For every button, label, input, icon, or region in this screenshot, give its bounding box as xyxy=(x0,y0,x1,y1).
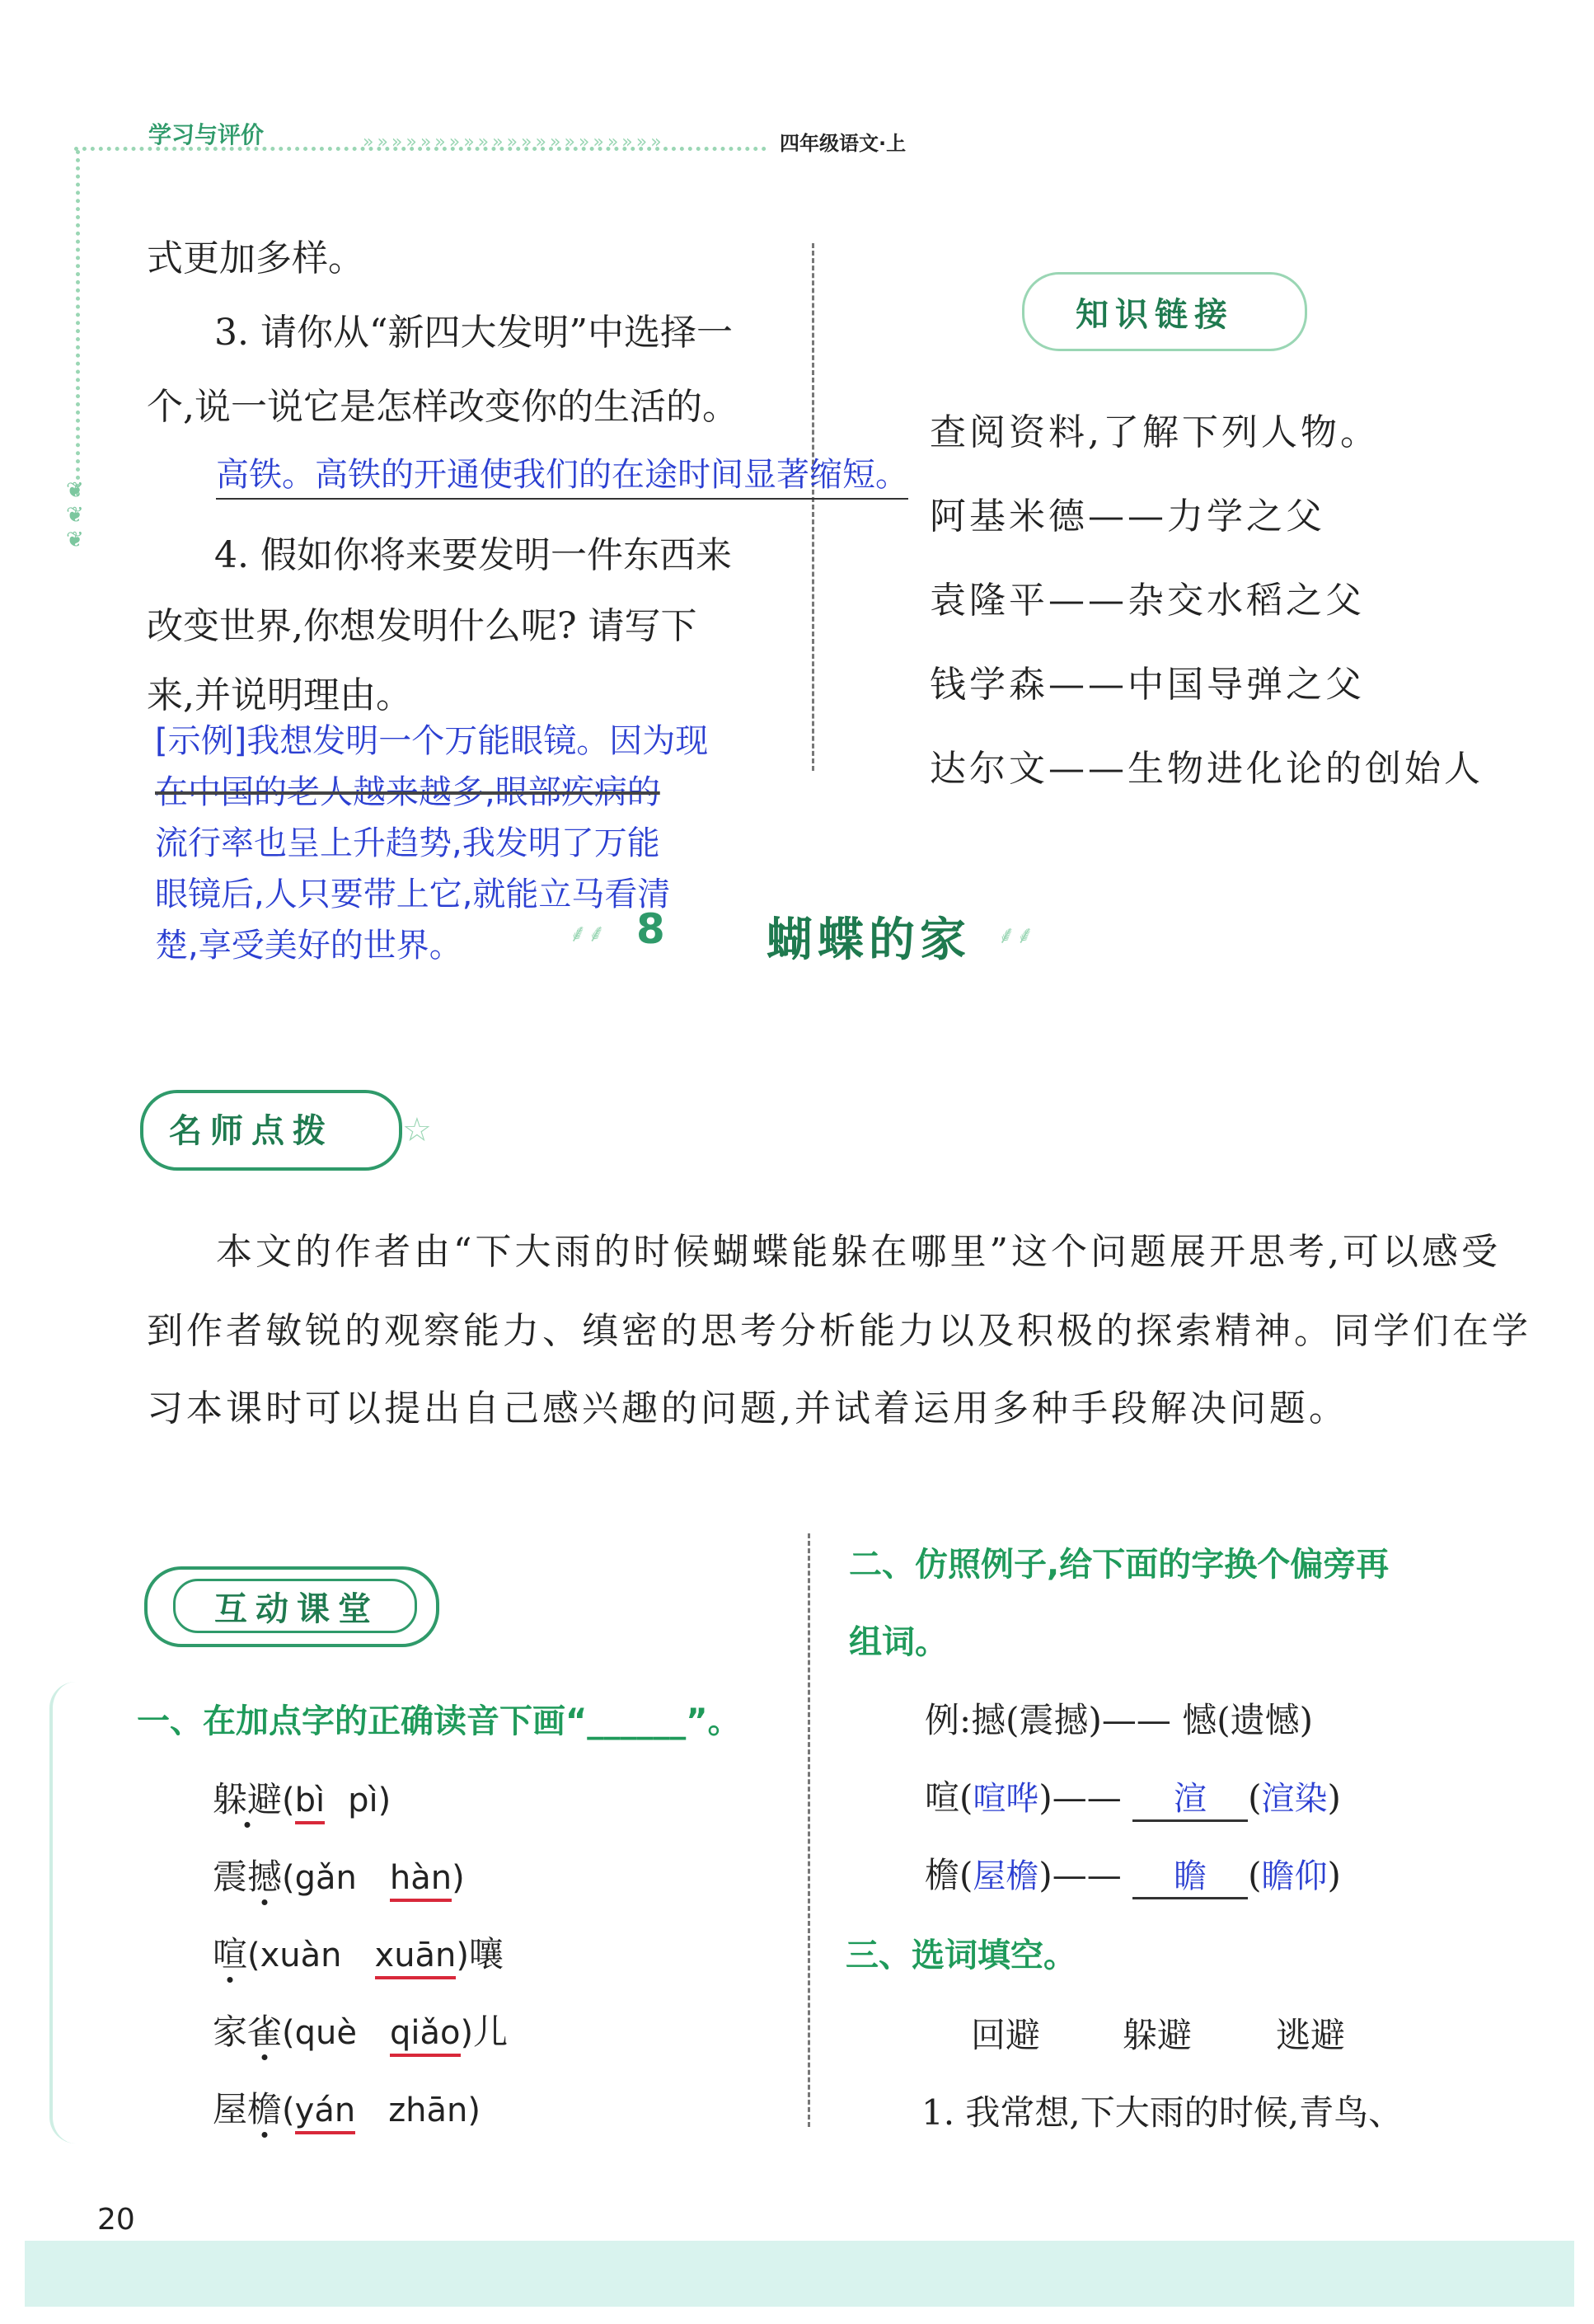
answer-word: 屋檐 xyxy=(973,1857,1039,1895)
vine-decoration xyxy=(49,1682,102,2143)
paren: ( xyxy=(247,1937,260,1974)
header-series-title: 学习与评价 xyxy=(148,121,265,148)
word-option: 逃避 xyxy=(1276,2015,1346,2055)
question-4-line: 来,并说明理由。 xyxy=(147,674,412,716)
pinyin-option-marked: hàn xyxy=(390,1859,452,1902)
header-dotted-line xyxy=(74,147,767,151)
answer-line: [示例]我想发明一个万能眼镜。因为现 xyxy=(155,722,709,760)
knowledge-intro: 查阅资料,了解下列人物。 xyxy=(930,411,1380,453)
question-3-answer: 高铁。高铁的开通使我们的在途时间显著缩短。 xyxy=(216,452,908,500)
text-line: 式更加多样。 xyxy=(147,237,364,279)
paren: ( xyxy=(282,1859,295,1897)
paren: ) xyxy=(467,2092,481,2129)
question-4-answer xyxy=(155,716,708,971)
knowledge-link-title: 知识链接 xyxy=(1076,296,1234,334)
header-book-title: 四年级语文·上 xyxy=(780,132,907,155)
paren: ( xyxy=(282,2014,295,2052)
pinyin-option: gǎn xyxy=(294,1859,357,1897)
question-2-title: 二、仿照例子,给下面的字换个偏旁再 xyxy=(849,1546,1390,1584)
question-3-title: 三、选词填空。 xyxy=(846,1937,1076,1974)
answer-line: 眼镜后,人只要带上它,就能立马看清 xyxy=(155,876,671,913)
knowledge-item: 钱学森——中国导弹之父 xyxy=(930,664,1365,706)
pinyin-row xyxy=(213,1927,504,1977)
question-2-example: 例:撼(震撼)—— 憾(遗憾) xyxy=(925,1700,1314,1740)
question-2-title: 组词。 xyxy=(849,1623,948,1661)
source-char: 檐( xyxy=(925,1855,973,1895)
pinyin-row xyxy=(213,1850,465,1899)
pinyin-option-marked: xuān xyxy=(375,1937,457,1979)
question-2-row: 喧(喧哗)—— 渲 (渲染) xyxy=(925,1771,1341,1822)
answer-char: 瞻 xyxy=(1132,1850,1248,1899)
paren: ) xyxy=(452,1859,465,1897)
teacher-tip-line: 习本课时可以提出自己感兴趣的问题,并试着运用多种手段解决问题。 xyxy=(147,1387,1348,1430)
pinyin-option-marked: bì xyxy=(295,1782,326,1824)
word: 喧 xyxy=(213,1934,248,1974)
dash: )—— xyxy=(1038,1855,1122,1895)
pinyin-row xyxy=(213,2082,481,2132)
paren: ) xyxy=(456,1937,470,1974)
page-number: 20 xyxy=(97,2203,135,2237)
paren: ) xyxy=(377,1782,391,1819)
word-tail: 嚷 xyxy=(469,1934,504,1974)
header-arrows: »»»»»»»»»»»»»»»»»»»»» xyxy=(363,132,665,153)
pinyin-option-marked: qiǎo xyxy=(390,2014,461,2057)
word-tail: 儿 xyxy=(473,2012,509,2052)
side-dotted-line xyxy=(76,150,80,496)
source-char: 喧( xyxy=(925,1777,973,1818)
knowledge-item: 达尔文——生物进化论的创始人 xyxy=(930,748,1484,790)
paren: ( xyxy=(282,1782,295,1819)
answer-line: 在中国的老人越来越多,眼部疾病的 xyxy=(155,773,660,811)
pinyin-row xyxy=(213,2005,508,2054)
pinyin-option: pì xyxy=(348,1782,378,1819)
leaf-decoration-icon: ⸙⸙ xyxy=(997,921,1034,950)
footer-band xyxy=(25,2241,1574,2307)
paren: ) xyxy=(460,2014,474,2052)
word-option: 躲避 xyxy=(1123,2015,1193,2055)
teacher-tip-line: 到作者敏锐的观察能力、缜密的思考分析能力以及积极的探索精神。同学们在学 xyxy=(147,1310,1531,1352)
lesson-title: 蝴蝶的家 xyxy=(767,913,971,967)
word: 家雀 xyxy=(213,2012,283,2052)
answer-line: 流行率也呈上升趋势,我发明了万能 xyxy=(155,824,660,862)
answer-line: 楚,享受美好的世界。 xyxy=(155,927,462,965)
word: 震撼 xyxy=(213,1857,283,1897)
leaf-decoration-icon: ❦ ❦ ❦ xyxy=(66,478,84,552)
pinyin-option: xuàn xyxy=(260,1937,342,1974)
word: 躲避 xyxy=(213,1779,283,1819)
teacher-tips-title: 名师点拨 xyxy=(169,1112,334,1150)
question-1-title: 一、在加点字的正确读音下画“______”。 xyxy=(137,1702,741,1740)
pinyin-option: zhān xyxy=(388,2092,468,2129)
star-icon: ☆ xyxy=(402,1111,432,1149)
question-3-line: 1. 我常想,下大雨的时候,青鸟、 xyxy=(921,2092,1404,2133)
dash: )—— xyxy=(1038,1777,1122,1818)
knowledge-item: 袁隆平——杂交水稻之父 xyxy=(930,580,1365,622)
word: 屋檐 xyxy=(213,2089,283,2129)
leaf-decoration-icon: ⸙⸙ xyxy=(569,919,606,948)
answer-word: 瞻仰 xyxy=(1261,1857,1328,1895)
paren: ( xyxy=(282,2092,295,2129)
interactive-classroom-title: 互动课堂 xyxy=(214,1590,379,1628)
question-3-line: 3. 请你从“新四大发明”中选择一 xyxy=(214,312,733,354)
question-4-line: 4. 假如你将来要发明一件东西来 xyxy=(214,534,732,576)
question-3-line: 个,说一说它是怎样改变你的生活的。 xyxy=(147,386,738,428)
word-option: 回避 xyxy=(971,2015,1041,2055)
question-2-row: 檐(屋檐)—— 瞻 (瞻仰) xyxy=(925,1848,1341,1899)
column-divider-top xyxy=(812,243,814,771)
pinyin-row xyxy=(213,1772,391,1822)
lesson-number: 8 xyxy=(636,905,665,953)
pinyin-option-marked: yán xyxy=(295,2092,356,2134)
column-divider-bottom xyxy=(808,1533,810,2127)
pinyin-option: què xyxy=(294,2014,357,2052)
answer-word: 渲染 xyxy=(1261,1780,1328,1818)
answer-word: 喧哗 xyxy=(973,1780,1039,1818)
knowledge-item: 阿基米德——力学之父 xyxy=(930,495,1325,538)
answer-char: 渲 xyxy=(1132,1772,1248,1822)
question-4-line: 改变世界,你想发明什么呢? 请写下 xyxy=(147,605,697,647)
teacher-tip-line: 本文的作者由“下大雨的时候蝴蝶能躲在哪里”这个问题展开思考,可以感受 xyxy=(216,1231,1501,1273)
